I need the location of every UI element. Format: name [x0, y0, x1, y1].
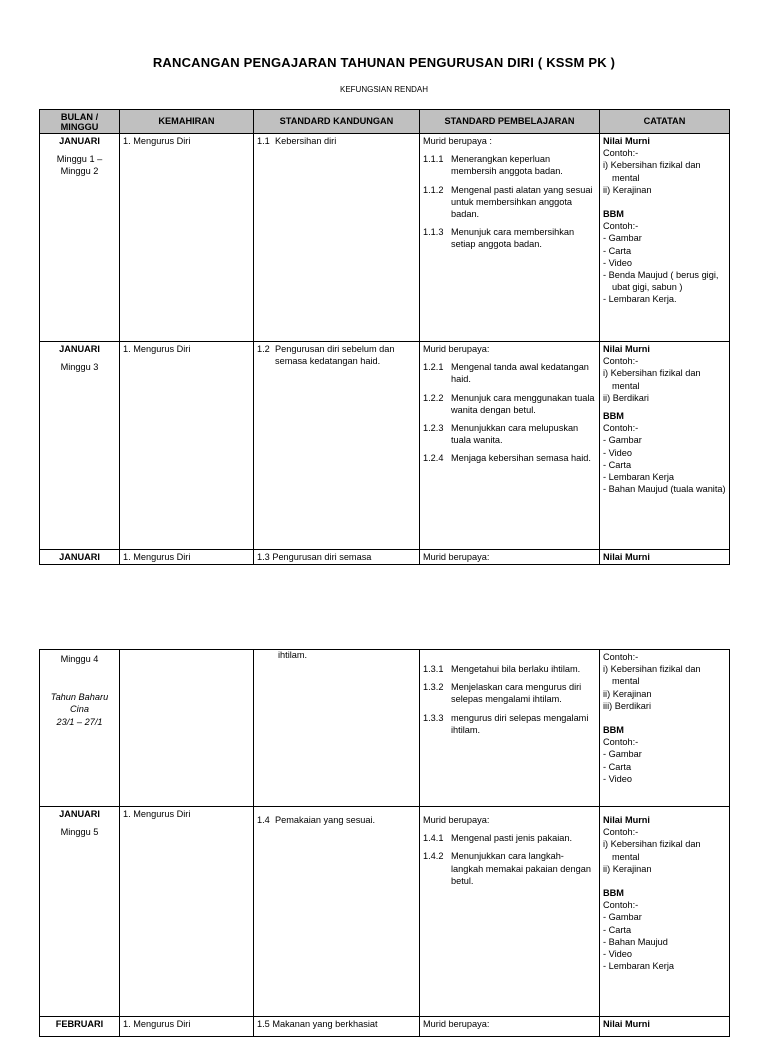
nilai-murni-heading: Nilai Murni [603, 136, 650, 146]
learning-item-text: Mengetahui bila berlaku ihtilam. [451, 664, 581, 674]
learning-item [423, 361, 596, 385]
notes-cell [600, 134, 730, 342]
bbm-item: - Gambar [603, 233, 642, 244]
content-text: ihtilam. [278, 650, 308, 660]
content-standard-cell [254, 342, 420, 550]
table-row [40, 134, 730, 342]
learning-item-text: Menunjukkan cara langkah-langkah memakai pakaian dengan betul. [451, 851, 591, 886]
skill-cell [120, 650, 254, 807]
nilai-item: ii) Berdikari [603, 392, 649, 403]
content-text: Pemakaian yang sesuai. [275, 815, 376, 825]
nilai-item: iii) Berdikari [603, 700, 651, 711]
bbm-contoh: Contoh:- [603, 900, 639, 911]
month-week-cell [40, 807, 120, 1017]
learning-item [423, 392, 596, 416]
month-label: JANUARI [40, 550, 120, 565]
nilai-murni-heading: Nilai Murni [603, 344, 650, 354]
nilai-murni-heading: Nilai Murni [603, 815, 650, 825]
learning-item-number: 1.3.1 [423, 664, 444, 674]
learning-item-number: 1.4.1 [423, 833, 444, 844]
month-week-cell [40, 342, 120, 550]
learning-intro: Murid berupaya : [423, 136, 492, 146]
plan-table-page1 [39, 109, 730, 565]
bbm-contoh: Contoh:- [603, 423, 639, 434]
bbm-item: - Video [603, 949, 632, 960]
month-week-cell [40, 650, 120, 807]
learning-item-text: Mengenal pasti jenis pakaian. [451, 833, 573, 844]
nilai-murni-heading: Nilai Murni [600, 550, 730, 565]
nilai-item: i) Kebersihan fizikal dan mental [603, 664, 701, 687]
learning-standard-cell [420, 650, 600, 807]
learning-item-text: Menjaga kebersihan semasa haid. [451, 453, 591, 464]
learning-item-text: Menunjukkan cara melupuskan tuala wanita. [451, 423, 579, 446]
learning-item-number: 1.2.1 [423, 362, 444, 373]
learning-item-number: 1.2.2 [423, 392, 444, 403]
bbm-contoh: Contoh:- [603, 737, 639, 748]
nilai-item: ii) Kerajinan [603, 688, 652, 699]
col-header-bulan [40, 110, 120, 134]
month-week-cell [40, 134, 120, 342]
learning-item-number: 1.1.1 [423, 154, 444, 165]
table-header-row [40, 110, 730, 134]
content-standard-cell: 1.3 Pengurusan diri semasa [254, 550, 420, 565]
bbm-item: - Carta [603, 459, 632, 470]
content-number: 1.1 [257, 136, 270, 146]
learning-item [423, 850, 596, 887]
col-header-standard-kandungan: STANDARD KANDUNGAN [254, 110, 420, 134]
week-label: Minggu 3 [60, 362, 99, 373]
week-label: Minggu 1 – [56, 154, 103, 165]
content-standard-cell [254, 807, 420, 1017]
col-header-bulan-line2: MINGGU [60, 121, 99, 132]
notes-cell [600, 650, 730, 807]
learning-item-number: 1.1.2 [423, 184, 444, 195]
bbm-item: - Video [603, 773, 632, 784]
table-row [40, 1017, 730, 1037]
page-title: RANCANGAN PENGAJARAN TAHUNAN PENGURUSAN DIRI ( KSSM PK ) [152, 55, 616, 70]
bbm-heading: BBM [603, 725, 624, 736]
learning-item-number: 1.2.3 [423, 423, 444, 434]
week-label: Minggu 4 [60, 654, 99, 664]
nilai-murni-heading: Nilai Murni [600, 1017, 730, 1037]
nilai-contoh: Contoh:- [603, 652, 639, 662]
nilai-item: i) Kebersihan fizikal dan mental [603, 839, 701, 862]
skill-cell: 1. Mengurus Diri [120, 342, 254, 550]
nilai-item: ii) Kerajinan [603, 184, 652, 195]
col-header-bulan-line1: BULAN / [60, 111, 99, 122]
learning-item [423, 712, 596, 736]
content-number: 1.4 [257, 815, 270, 825]
skill-cell: 1. Mengurus Diri [120, 807, 254, 1017]
learning-item [423, 153, 596, 177]
learning-item [423, 832, 596, 844]
nilai-contoh: Contoh:- [603, 356, 639, 367]
holiday-dates: 23/1 – 27/1 [56, 716, 103, 727]
nilai-contoh: Contoh:- [603, 148, 639, 159]
table-row [40, 342, 730, 550]
skill-cell: 1. Mengurus Diri [120, 1017, 254, 1037]
nilai-item: ii) Kerajinan [603, 863, 652, 874]
learning-item [423, 681, 596, 705]
bbm-item: - Gambar [603, 912, 642, 923]
learning-intro: Murid berupaya: [420, 1017, 600, 1037]
learning-item [423, 452, 596, 464]
bbm-heading: BBM [603, 209, 624, 220]
learning-item-number: 1.2.4 [423, 453, 444, 464]
month-label: JANUARI [59, 809, 100, 819]
plan-table-page2 [39, 649, 730, 1037]
page-subtitle: KEFUNGSIAN RENDAH [339, 85, 428, 94]
learning-item [423, 422, 596, 446]
learning-standard-cell [420, 342, 600, 550]
bbm-item: - Bahan Maujud (tuala wanita) [603, 484, 726, 495]
col-header-kemahiran: KEMAHIRAN [120, 110, 254, 134]
month-label: FEBRUARI [40, 1017, 120, 1037]
learning-item-number: 1.4.2 [423, 851, 444, 862]
table-row [40, 650, 730, 807]
bbm-heading: BBM [603, 411, 624, 422]
learning-item-text: Mengenal tanda awal kedatangan haid. [451, 362, 589, 385]
learning-item-text: Menerangkan keperluan membersih anggota badan. [451, 154, 563, 177]
notes-cell [600, 807, 730, 1017]
bbm-item: - Carta [603, 761, 632, 772]
col-header-standard-pembelajaran: STANDARD PEMBELAJARAN [420, 110, 600, 134]
learning-intro: Murid berupaya: [423, 815, 490, 825]
week-label: Minggu 2 [60, 166, 99, 177]
content-standard-cell [254, 650, 420, 807]
nilai-item: i) Kebersihan fizikal dan mental [603, 160, 701, 183]
skill-cell: 1. Mengurus Diri [120, 550, 254, 565]
learning-standard-cell [420, 807, 600, 1017]
bbm-item: - Lembaran Kerja. [603, 294, 677, 305]
bbm-heading: BBM [603, 888, 624, 899]
bbm-item: - Lembaran Kerja [603, 961, 674, 972]
skill-cell: 1. Mengurus Diri [120, 134, 254, 342]
notes-cell [600, 342, 730, 550]
learning-standard-cell [420, 134, 600, 342]
bbm-item: - Gambar [603, 749, 642, 760]
learning-intro: Murid berupaya: [420, 550, 600, 565]
content-standard-cell: 1.5 Makanan yang berkhasiat [254, 1017, 420, 1037]
week-label: Minggu 5 [60, 827, 99, 838]
content-number: 1.2 [257, 344, 270, 354]
month-label: JANUARI [59, 344, 100, 354]
table-row [40, 807, 730, 1017]
learning-item [423, 184, 596, 221]
learning-intro: Murid berupaya: [423, 344, 490, 354]
bbm-item: - Video [603, 257, 632, 268]
learning-item-text: Menjelaskan cara mengurus diri selepas mengalami ihtilam. [451, 682, 582, 705]
learning-item-text: Menunjuk cara membersihkan setiap anggota badan. [451, 227, 575, 250]
month-label: JANUARI [59, 136, 100, 146]
learning-item-text: Mengenal pasti alatan yang sesuai untuk membersihkan anggota badan. [451, 184, 593, 220]
col-header-catatan: CATATAN [600, 110, 730, 134]
bbm-item: - Carta [603, 924, 632, 935]
content-standard-cell [254, 134, 420, 342]
table-row [40, 550, 730, 565]
bbm-item: - Lembaran Kerja [603, 472, 674, 483]
learning-item-text: mengurus diri selepas mengalami ihtilam. [451, 712, 589, 735]
bbm-item: - Bahan Maujud [603, 936, 668, 947]
nilai-item: i) Kebersihan fizikal dan mental [603, 368, 701, 391]
content-text: Pengurusan diri sebelum dan semasa kedatangan haid. [275, 344, 395, 367]
learning-item-number: 1.3.3 [423, 712, 444, 723]
content-text: Kebersihan diri [275, 136, 337, 146]
learning-item [423, 226, 596, 250]
bbm-contoh: Contoh:- [603, 221, 639, 232]
learning-item [423, 663, 596, 675]
holiday-label: Tahun Baharu [50, 692, 109, 703]
bbm-item: - Video [603, 447, 632, 458]
bbm-item: - Gambar [603, 435, 642, 446]
nilai-contoh: Contoh:- [603, 827, 639, 838]
bbm-item: - Benda Maujud ( berus gigi, ubat gigi, sabun ) [603, 270, 719, 293]
learning-item-text: Menunjuk cara menggunakan tuala wanita dengan betul. [451, 392, 595, 415]
learning-item-number: 1.1.3 [423, 227, 444, 238]
bbm-item: - Carta [603, 245, 632, 256]
learning-item-number: 1.3.2 [423, 682, 444, 693]
holiday-label: Cina [70, 704, 89, 715]
